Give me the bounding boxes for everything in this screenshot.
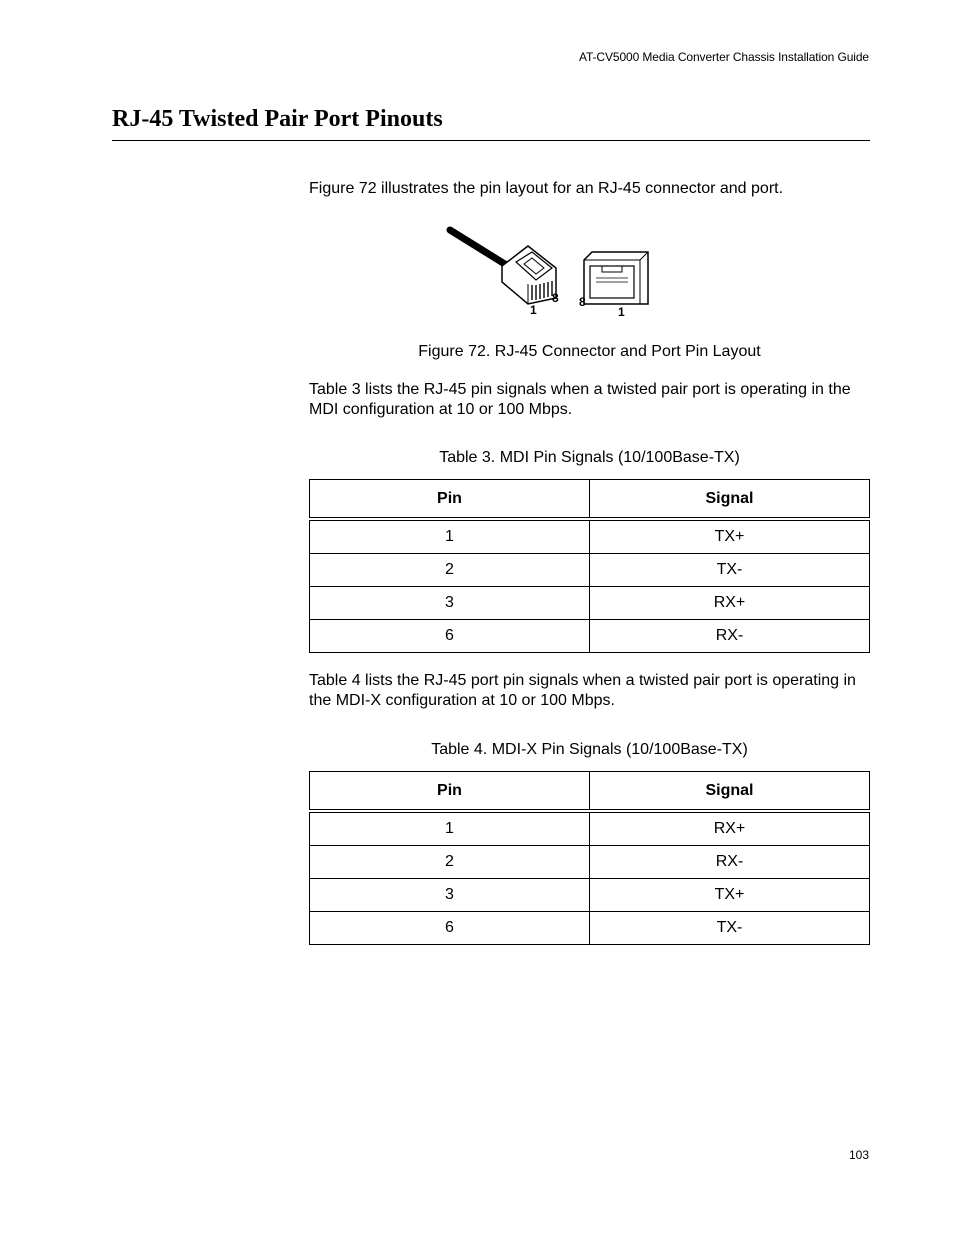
pin-cell: 3 [310, 587, 590, 620]
table-row [310, 879, 870, 912]
signal-cell: TX- [590, 554, 870, 587]
section-title: RJ-45 Twisted Pair Port Pinouts [112, 106, 443, 132]
pin-cell: 3 [310, 879, 590, 912]
signal-cell: RX- [590, 620, 870, 653]
column-header-signal: Signal [590, 772, 870, 812]
table-row [310, 554, 870, 587]
table-row [310, 811, 870, 846]
running-header: AT-CV5000 Media Converter Chassis Installation Guide [578, 50, 869, 64]
table-row [310, 587, 870, 620]
table3-intro-paragraph: Table 3 lists the RJ-45 pin signals when a twisted pair port is operating in the MDI configuration at 10 or 100 Mbps. [309, 381, 851, 418]
pin-cell: 1 [310, 519, 590, 554]
rj45-figure [440, 222, 660, 322]
mdi-pin-table [309, 479, 870, 653]
port-pin-label-1: 1 [618, 305, 625, 319]
table-row [310, 912, 870, 945]
connector-pin-label-1: 1 [530, 303, 537, 317]
port-pin-label-8: 8 [579, 295, 586, 309]
table-row [310, 519, 870, 554]
pin-cell: 6 [310, 620, 590, 653]
column-header-pin: Pin [310, 772, 590, 812]
table-row [310, 620, 870, 653]
column-header-pin: Pin [310, 480, 590, 520]
connector-pin-label-8: 8 [552, 291, 559, 305]
signal-cell: RX- [590, 846, 870, 879]
title-rule [112, 140, 870, 141]
table4-intro-paragraph: Table 4 lists the RJ-45 port pin signals when a twisted pair port is operating in the MDI-X configuration at 10 or 100 Mbps. [309, 672, 856, 709]
pin-cell: 2 [310, 554, 590, 587]
pin-cell: 2 [310, 846, 590, 879]
table-row [310, 846, 870, 879]
signal-cell: TX- [590, 912, 870, 945]
pin-cell: 1 [310, 811, 590, 846]
figure-intro-paragraph: Figure 72 illustrates the pin layout for an RJ-45 connector and port. [309, 180, 784, 197]
mdi-x-pin-table [309, 771, 870, 945]
table-header-row [310, 772, 870, 812]
signal-cell: TX+ [590, 879, 870, 912]
rj45-illustration [440, 222, 660, 322]
table-header-row [310, 480, 870, 520]
pin-cell: 6 [310, 912, 590, 945]
signal-cell: TX+ [590, 519, 870, 554]
table3-caption: Table 3. MDI Pin Signals (10/100Base-TX) [439, 449, 740, 466]
page-number: 103 [848, 1148, 869, 1162]
column-header-signal: Signal [590, 480, 870, 520]
signal-cell: RX+ [590, 587, 870, 620]
figure-caption: Figure 72. RJ-45 Connector and Port Pin Layout [418, 343, 761, 360]
table4-caption: Table 4. MDI-X Pin Signals (10/100Base-TX) [431, 741, 748, 758]
signal-cell: RX+ [590, 811, 870, 846]
